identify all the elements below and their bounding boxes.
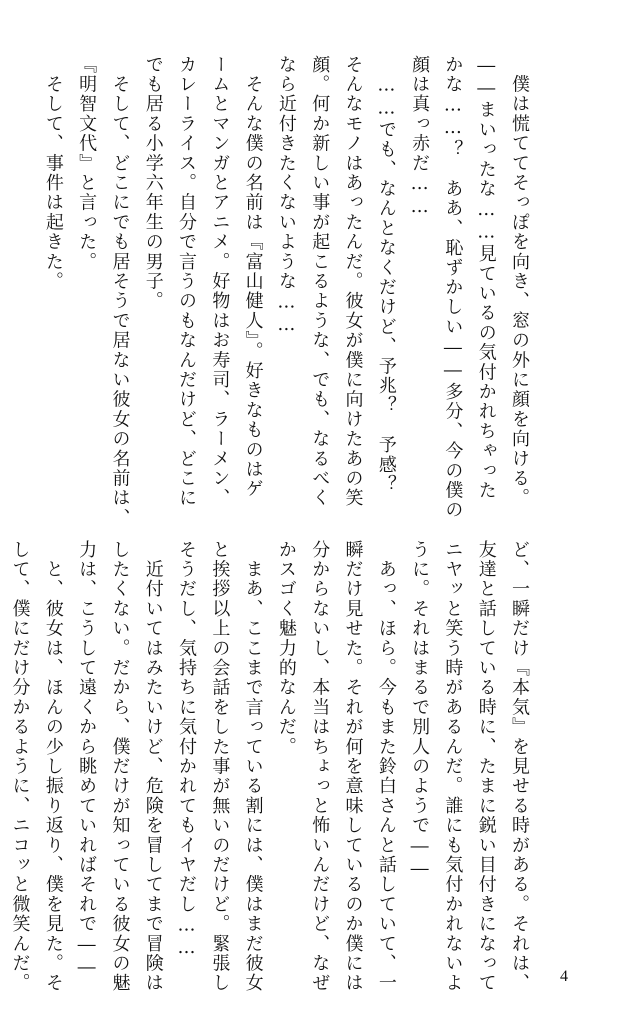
text-line: したくない。だから、僕だけが知っている彼女の魅 [109, 540, 131, 994]
text-line: ……でも、なんとなくだけど、予兆？ 予感？ [375, 55, 397, 495]
text-line: 顔。何か新しい事が起こるような、でも、なるべく [309, 55, 331, 509]
text-line: でも居る小学六年生の男子。 [142, 55, 164, 312]
text-line: そうだし、気持ちに気付かれてもイヤだし…… [176, 540, 198, 960]
text-line: まあ、ここまで言っている割には、僕はまだ彼女 [242, 540, 264, 994]
text-line: と挨拶以上の会話をした事が無いのだけど。緊張し [209, 540, 231, 994]
text-line: 顔は真っ赤だ…… [409, 55, 431, 219]
text-line: 瞬だけ見せた。それが何を意味しているのか僕には [342, 540, 364, 994]
text-line: 力は、こうして遠くから眺めていればそれで―― [76, 540, 98, 980]
text-line: ど、一瞬だけ『本気』を見せる時がある。それは、 [509, 540, 530, 994]
text-line: ニヤッと笑う時があるんだ。誰にも気付かれないよ [442, 540, 464, 994]
text-line: あっ、ほら。今もまた鈴白さんと話していて、一 [375, 540, 397, 994]
text-line: ームとマンガとアニメ。好物はお寿司、ラーメン、 [209, 55, 231, 509]
text-line: 近付いてはみたいけど、危険を冒してまで冒険は [142, 540, 164, 994]
text-line: かスゴく魅力的なんだ。 [275, 540, 297, 757]
text-line: そして、どこにでも居そうで居ない彼女の名前は、 [109, 55, 131, 528]
text-line: カレーライス。自分で言うのもなんだけど、どこに [176, 55, 198, 509]
text-line: そんな僕の名前は『富山健人』。好きなものはゲ [242, 55, 264, 500]
page-number: 4 [560, 968, 568, 985]
text-line: そして、事件は起きた。 [42, 55, 64, 292]
text-line: 僕は慌ててそっぽを向き、窓の外に顔を向ける。 [509, 55, 530, 509]
text-line: うに。それはまるで別人のようで―― [409, 540, 431, 881]
text-line: して、僕にだけ分かるように、ニコッと微笑んだ。 [9, 540, 31, 994]
upper-text-block [42, 55, 536, 528]
text-line: 『明智文代』と言った。 [76, 55, 98, 272]
text-line: ――まいったな……見ているの気付かれちゃった [475, 55, 497, 501]
text-line: 友達と話している時に、たまに鋭い目付きになって [475, 540, 497, 994]
text-line: と、彼女は、ほんの少し振り返り、僕を見た。そ [42, 540, 64, 994]
text-line: 分からないし、本当はちょっと怖いんだけど、なぜ [309, 540, 331, 994]
text-line: そんなモノはあったんだ。彼女が僕に向けたあの笑 [342, 55, 364, 509]
text-line: かな……？ ああ、恥ずかしい――多分、今の僕の [442, 55, 464, 521]
text-line: なら近付きたくないような…… [275, 55, 297, 337]
lower-text-block [9, 540, 536, 994]
